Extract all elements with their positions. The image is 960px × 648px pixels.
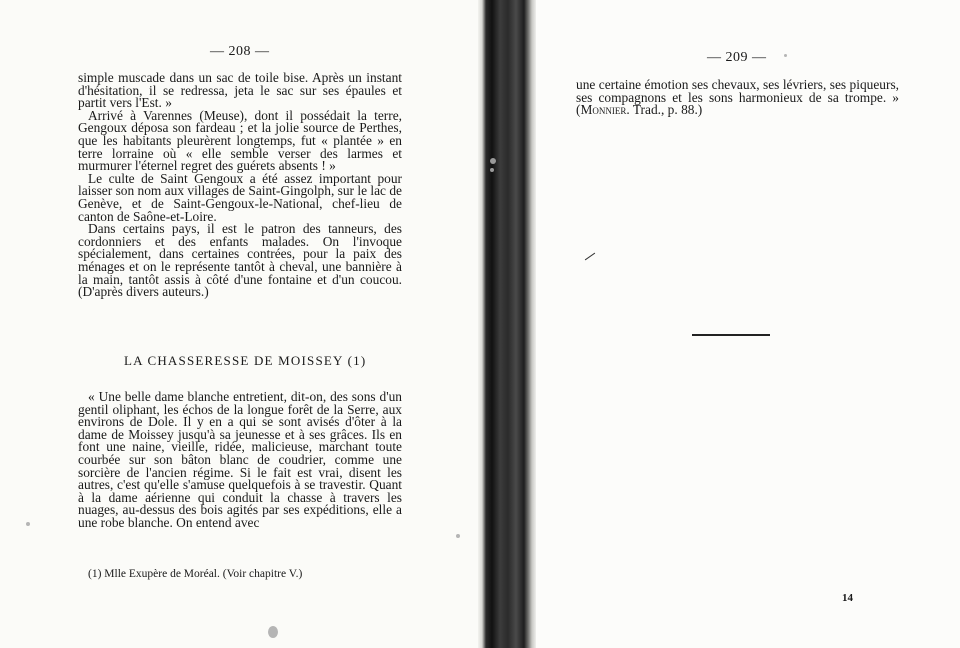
right-page-text [576, 79, 899, 117]
stray-pen-mark [585, 253, 595, 261]
left-page [0, 0, 478, 648]
left-page-number: — 208 — [210, 44, 270, 59]
right-page [536, 0, 960, 648]
paragraph-dame-blanche: « Une belle dame blanche entretient, dit-on, des sons d'un gentil oliphant, les échos de la longue forêt de la Serre, aux environs de Dole. Il y en a qui se sont avisés d'ôter à la dame de Moissey jusqu'à sa jeunesse et à ses grâces. Ils en font une naine, vieille, ridée, malicieuse, marchant toute courbée sur son bâton blanc de coudrier, comme une sorcière de l'ancien régime. Si le fait est vrai, disent les autres, c'est qu'elle s'amuse quelquefois à se travestir. Quant à la dame aérienne qui conduit la chasse à travers les nuages, au-dessus des bois agités par ses expéditions, elle a une robe blanche. On entend avec [78, 389, 402, 530]
gutter-speck [490, 168, 494, 172]
end-rule [692, 334, 770, 336]
left-page-text-bottom [78, 391, 402, 530]
dust-speck [268, 626, 278, 638]
dust-speck [784, 54, 787, 57]
citation-rest: . Trad., p. 88.) [626, 102, 703, 118]
paragraph-main-text: une certaine émotion ses chevaux, ses lévriers, ses piqueurs, ses compagnons et les sons harmonieux de sa trompe. » ( [576, 77, 899, 118]
paragraph-patron: Dans certains pays, il est le patron des tanneurs, des cordonniers et des enfants malades. On l'invoque spécialement, dans certaines contrées, pour la paix des ménages et on le représente tantôt à cheval, une bannière à la main, tantôt assis à côté d'une fontaine et d'un coucou. (D'après divers auteurs.) [78, 221, 402, 300]
dust-speck [456, 534, 460, 538]
paragraph-continuation: simple muscade dans un sac de toile bise. Après un instant d'hésitation, il se redressa, jeta le sac sur ses épaules et partit vers l'Est. » [78, 70, 402, 111]
paragraph-culte: Le culte de Saint Gengoux a été assez important pour laisser son nom aux villages de Saint-Gingolph, sur le lac de Genève, et de Saint-Gengoux-le-National, chef-lieu de canton de Saône-et-Loire. [78, 170, 402, 224]
footnote: (1) Mlle Exupère de Moréal. (Voir chapitre V.) [88, 568, 303, 580]
paragraph-varennes: Arrivé à Varennes (Meuse), dont il possédait la terre, Gengoux déposa son fardeau ; et la jolie source de Perthes, que les habitants pleurèrent longtemps, fut « plantée » en terre lorraine où « elle semble verser des larmes et murmurer l'éternel regret des guérets absents ! » [78, 107, 402, 174]
citation-author: Monnier [580, 102, 627, 118]
gutter-speck [490, 158, 496, 164]
book-gutter [478, 0, 536, 648]
signature-number: 14 [842, 592, 853, 604]
section-title: LA CHASSERESSE DE MOISSEY (1) [124, 353, 367, 368]
right-page-number: — 209 — [707, 50, 767, 65]
paragraph-continuation-right [576, 79, 899, 117]
left-page-text-top [78, 72, 402, 299]
dust-speck [26, 522, 30, 526]
